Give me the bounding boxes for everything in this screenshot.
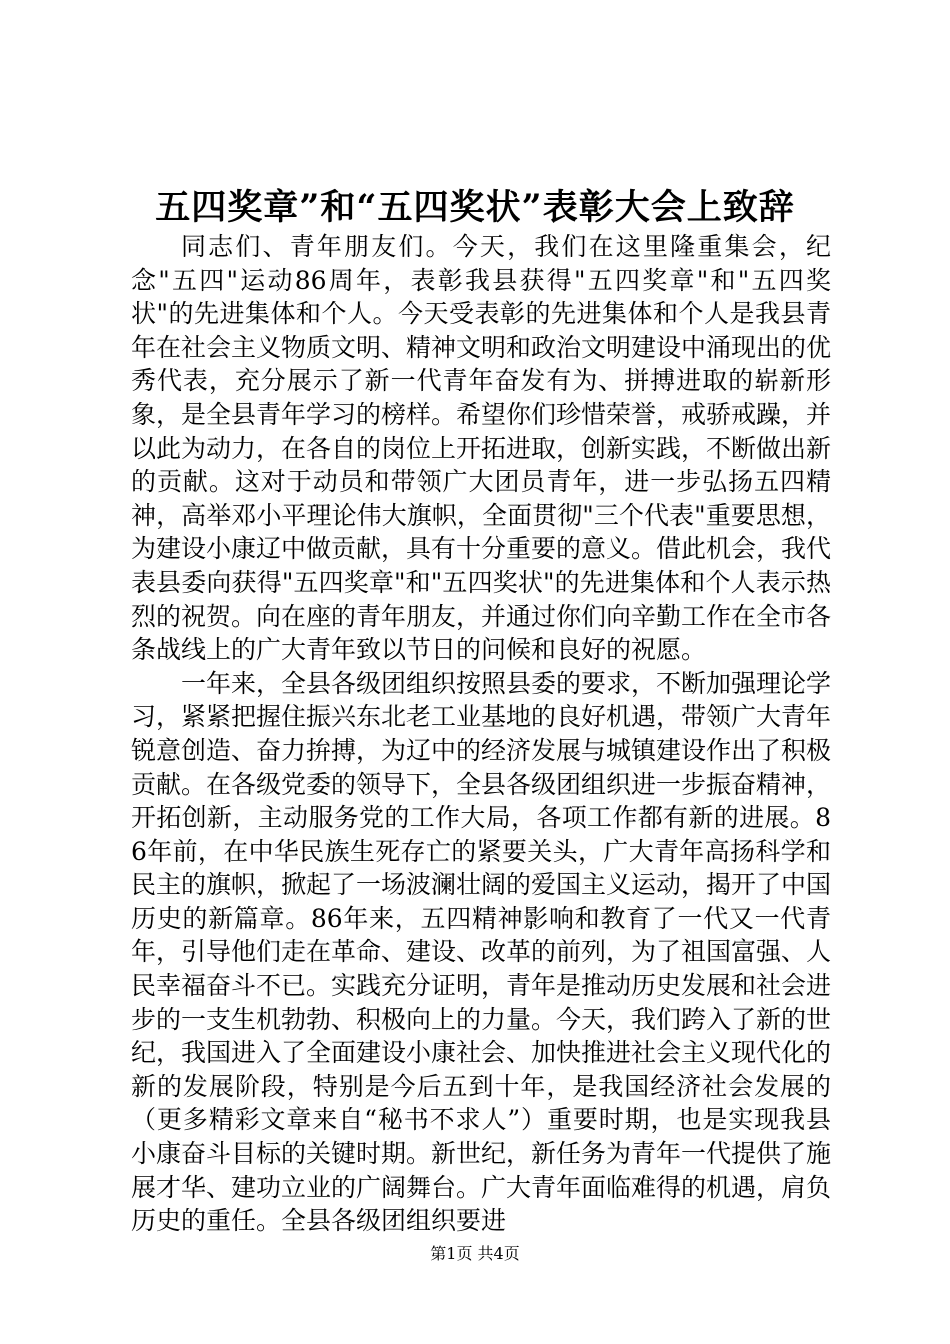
document-body <box>131 230 831 1238</box>
paragraph-2: 一年来，全县各级团组织按照县委的要求，不断加强理论学习，紧紧把握住振兴东北老工业基地的良好机遇，带领广大青年锐意创造、奋力拚搏，为辽中的经济发展与城镇建设作出了积极贡献。在各级党委的领导下，全县各级团组织进一步振奋精神，开拓创新，主动服务党的工作大局，各项工作都有新的进展。86年前，在中华民族生死存亡的紧要关头，广大青年高扬科学和民主的旗帜，掀起了一场波澜壮阔的爱国主义运动，揭开了中国历史的新篇章。86年来，五四精神影响和教育了一代又一代青年，引导他们走在革命、建设、改革的前列，为了祖国富强、人民幸福奋斗不已。实践充分证明，青年是推动历史发展和社会进步的一支生机勃勃、积极向上的力量。今天，我们跨入了新的世纪，我国进入了全面建设小康社会、加快推进社会主义现代化的新的发展阶段，特别是今后五到十年，是我国经济社会发展的（更多精彩文章来自“秘书不求人”）重要时期，也是实现我县小康奋斗目标的关键时期。新世纪，新任务为青年一代提供了施展才华、建功立业的广阔舞台。广大青年面临难得的机遇，肩负历史的重任。全县各级团组织要进 <box>131 668 832 1236</box>
page-number-footer: 第1页 共4页 <box>430 1244 520 1263</box>
paragraph-1: 同志们、青年朋友们。今天，我们在这里隆重集会，纪念"五四"运动86周年，表彰我县获得"五四奖章"和"五四奖状"的先进集体和个人。今天受表彰的先进集体和个人是我县青年在社会主义物质文明、精神文明和政治文明建设中涌现出的优秀代表，充分展示了新一代青年奋发有为、拼搏进取的崭新形象，是全县青年学习的榜样。希望你们珍惜荣誉，戒骄戒躁，并以此为动力，在各自的岗位上开拓进取，创新实践，不断做出新的贡献。这对于动员和带领广大团员青年，进一步弘扬五四精神，高举邓小平理论伟大旗帜，全面贯彻"三个代表"重要思想，为建设小康辽中做贡献，具有十分重要的意义。借此机会，我代表县委向获得"五四奖章"和"五四奖状"的先进集体和个人表示热烈的祝贺。向在座的青年朋友，并通过你们向辛勤工作在全市各条战线上的广大青年致以节日的问候和良好的祝愿。 <box>131 232 832 665</box>
page-title: 五四奖章”和“五四奖状”表彰大会上致辞 <box>155 187 795 228</box>
